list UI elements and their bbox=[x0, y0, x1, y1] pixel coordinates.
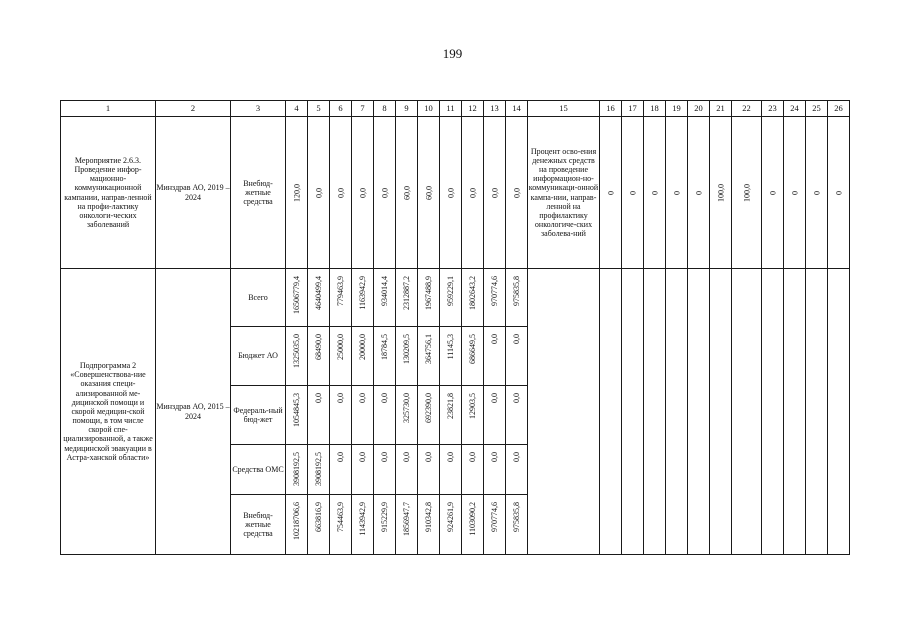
value-cell: 915229,9 bbox=[374, 495, 396, 555]
empty-cell bbox=[688, 269, 710, 555]
column-number: 15 bbox=[528, 101, 600, 117]
subprogram-row bbox=[61, 269, 850, 327]
value-cell: 0,0 bbox=[330, 386, 352, 445]
target-cell: 0 bbox=[622, 117, 644, 269]
value-cell: 120,0 bbox=[286, 117, 308, 269]
funding-source: Средства ОМС bbox=[231, 445, 286, 495]
column-number: 22 bbox=[732, 101, 762, 117]
event-name: Мероприятие 2.6.3. Проведение инфор-мационно-коммуникационной кампании, направ-ленной на профи-лактику онкологи-ческих заболеваний bbox=[61, 117, 156, 269]
value-cell: 0,0 bbox=[352, 117, 374, 269]
empty-cell bbox=[828, 269, 850, 555]
value-cell: 0,0 bbox=[352, 386, 374, 445]
value-cell: 1163942,9 bbox=[352, 269, 374, 327]
value-cell: 0,0 bbox=[440, 117, 462, 269]
value-cell: 130209,5 bbox=[396, 327, 418, 386]
column-number: 5 bbox=[308, 101, 330, 117]
value-cell: 12903,5 bbox=[462, 386, 484, 445]
empty-cell bbox=[806, 269, 828, 555]
value-cell: 0,0 bbox=[506, 445, 528, 495]
value-cell: 0,0 bbox=[396, 445, 418, 495]
column-number: 3 bbox=[231, 101, 286, 117]
funding-source: Бюджет АО bbox=[231, 327, 286, 386]
column-number: 6 bbox=[330, 101, 352, 117]
value-cell: 0,0 bbox=[418, 445, 440, 495]
value-cell: 1802643,2 bbox=[462, 269, 484, 327]
value-cell: 2312887,2 bbox=[396, 269, 418, 327]
header-row bbox=[61, 101, 850, 117]
value-cell: 754463,9 bbox=[330, 495, 352, 555]
value-cell: 0,0 bbox=[484, 327, 506, 386]
value-cell: 68490,0 bbox=[308, 327, 330, 386]
column-number: 26 bbox=[828, 101, 850, 117]
target-cell: 100,0 bbox=[732, 117, 762, 269]
value-cell: 975835,8 bbox=[506, 495, 528, 555]
value-cell: 0,0 bbox=[484, 117, 506, 269]
empty-cell bbox=[644, 269, 666, 555]
value-cell: 0,0 bbox=[308, 117, 330, 269]
column-number: 14 bbox=[506, 101, 528, 117]
value-cell: 0,0 bbox=[330, 117, 352, 269]
value-cell: 970774,6 bbox=[484, 495, 506, 555]
column-number: 11 bbox=[440, 101, 462, 117]
value-cell: 975835,8 bbox=[506, 269, 528, 327]
value-cell: 779463,9 bbox=[330, 269, 352, 327]
column-number: 9 bbox=[396, 101, 418, 117]
value-cell: 0,0 bbox=[506, 117, 528, 269]
column-number: 21 bbox=[710, 101, 732, 117]
value-cell: 0,0 bbox=[462, 445, 484, 495]
value-cell: 1103090,2 bbox=[462, 495, 484, 555]
value-cell: 3908192,5 bbox=[286, 445, 308, 495]
empty-cell bbox=[622, 269, 644, 555]
value-cell: 1143942,9 bbox=[352, 495, 374, 555]
value-cell: 0,0 bbox=[506, 327, 528, 386]
funding-source: Федераль-ный бюд-жет bbox=[231, 386, 286, 445]
value-cell: 3908192,5 bbox=[308, 445, 330, 495]
target-cell: 0 bbox=[828, 117, 850, 269]
value-cell: 1856947,7 bbox=[396, 495, 418, 555]
event-row bbox=[61, 117, 850, 269]
column-number: 2 bbox=[156, 101, 231, 117]
value-cell: 0,0 bbox=[506, 386, 528, 445]
empty-cell bbox=[762, 269, 784, 555]
value-cell: 0,0 bbox=[484, 386, 506, 445]
empty-cell bbox=[666, 269, 688, 555]
value-cell: 20000,0 bbox=[352, 327, 374, 386]
funding-source: Внебюд-жетные средства bbox=[231, 495, 286, 555]
target-cell: 0 bbox=[666, 117, 688, 269]
column-number: 18 bbox=[644, 101, 666, 117]
value-cell: 23821,8 bbox=[440, 386, 462, 445]
page-number: 199 bbox=[442, 46, 463, 61]
column-number: 25 bbox=[806, 101, 828, 117]
funding-source: Всего bbox=[231, 269, 286, 327]
column-number: 17 bbox=[622, 101, 644, 117]
event-funding-source: Внебюд-жетные средства bbox=[231, 117, 286, 269]
value-cell: 60,0 bbox=[418, 117, 440, 269]
value-cell: 1967488,9 bbox=[418, 269, 440, 327]
value-cell: 25000,0 bbox=[330, 327, 352, 386]
empty-cell bbox=[732, 269, 762, 555]
value-cell: 959229,1 bbox=[440, 269, 462, 327]
column-number: 10 bbox=[418, 101, 440, 117]
empty-cell bbox=[600, 269, 622, 555]
value-cell: 1054845,3 bbox=[286, 386, 308, 445]
value-cell: 0,0 bbox=[374, 445, 396, 495]
value-cell: 686649,5 bbox=[462, 327, 484, 386]
target-cell: 0 bbox=[600, 117, 622, 269]
value-cell: 970774,6 bbox=[484, 269, 506, 327]
column-number: 20 bbox=[688, 101, 710, 117]
value-cell: 60,0 bbox=[396, 117, 418, 269]
value-cell: 924261,9 bbox=[440, 495, 462, 555]
value-cell: 11145,3 bbox=[440, 327, 462, 386]
value-cell: 325730,0 bbox=[396, 386, 418, 445]
target-cell: 0 bbox=[688, 117, 710, 269]
column-number: 8 bbox=[374, 101, 396, 117]
value-cell: 1325035,0 bbox=[286, 327, 308, 386]
value-cell: 0,0 bbox=[462, 117, 484, 269]
value-cell: 934014,4 bbox=[374, 269, 396, 327]
program-table bbox=[60, 100, 850, 555]
value-cell: 0,0 bbox=[352, 445, 374, 495]
column-number: 19 bbox=[666, 101, 688, 117]
value-cell: 10218706,6 bbox=[286, 495, 308, 555]
column-number: 7 bbox=[352, 101, 374, 117]
value-cell: 364756,1 bbox=[418, 327, 440, 386]
value-cell: 0,0 bbox=[374, 386, 396, 445]
value-cell: 0,0 bbox=[374, 117, 396, 269]
value-cell: 18784,5 bbox=[374, 327, 396, 386]
value-cell: 0,0 bbox=[484, 445, 506, 495]
empty-cell bbox=[784, 269, 806, 555]
value-cell: 0,0 bbox=[308, 386, 330, 445]
subprogram-name: Подпрограмма 2 «Совершенствова-ние оказания специ-ализированной ме-дицинской помощи и скорой медицин-ской помощи, в том числе скорой спе-циализированной, а также медицинской эвакуации в Астра-ханской области» bbox=[61, 269, 156, 555]
target-cell: 100,0 bbox=[710, 117, 732, 269]
column-number: 12 bbox=[462, 101, 484, 117]
empty-cell bbox=[710, 269, 732, 555]
value-cell: 663816,9 bbox=[308, 495, 330, 555]
value-cell: 4640499,4 bbox=[308, 269, 330, 327]
value-cell: 16506779,4 bbox=[286, 269, 308, 327]
subprogram-executor: Минздрав АО, 2015 –2024 bbox=[156, 269, 231, 555]
column-number: 24 bbox=[784, 101, 806, 117]
column-number: 23 bbox=[762, 101, 784, 117]
column-number: 16 bbox=[600, 101, 622, 117]
target-cell: 0 bbox=[784, 117, 806, 269]
target-cell: 0 bbox=[644, 117, 666, 269]
column-number: 1 bbox=[61, 101, 156, 117]
column-number: 4 bbox=[286, 101, 308, 117]
empty-cell bbox=[528, 269, 600, 555]
target-cell: 0 bbox=[806, 117, 828, 269]
value-cell: 0,0 bbox=[440, 445, 462, 495]
event-executor: Минздрав АО, 2019 –2024 bbox=[156, 117, 231, 269]
value-cell: 910342,8 bbox=[418, 495, 440, 555]
indicator-text: Процент осво-ения денежных средств на проведение информацион-но-коммуникаци-онной кампа-нии, направ-ленной на профилактику онкологиче-ских заболева-ний bbox=[528, 117, 600, 269]
value-cell: 0,0 bbox=[330, 445, 352, 495]
column-number: 13 bbox=[484, 101, 506, 117]
target-cell: 0 bbox=[762, 117, 784, 269]
value-cell: 692390,0 bbox=[418, 386, 440, 445]
